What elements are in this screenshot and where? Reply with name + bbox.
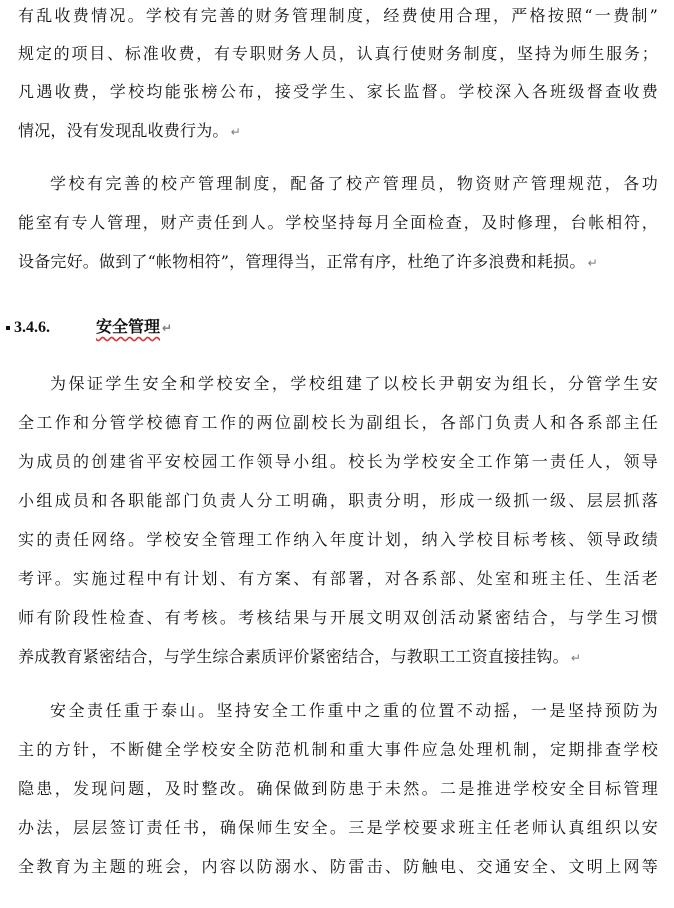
- para2-line-2: 能室有专人管理，财产责任到人。学校坚持每月全面检查，及时修理，台帐相符，: [18, 213, 658, 232]
- para2-line-3: [18, 248, 658, 276]
- section-number: 3.4.6.: [14, 319, 50, 336]
- section-title: 安全管理: [96, 317, 161, 336]
- paragraph-mark: ↵: [570, 651, 582, 665]
- para3-line-8: [18, 643, 658, 671]
- paragraph-mark: ↵: [162, 321, 173, 335]
- paragraph-mark: ↵: [230, 125, 241, 139]
- para1-line-4: [18, 117, 658, 145]
- para4-line-1: 安全责任重于泰山。坚持安全工作重中之重的位置不动摇，一是坚持预防为: [50, 701, 658, 720]
- para1-line-2: 规定的项目、标准收费，有专职财务人员，认真行使财务制度，坚持为师生服务；: [18, 44, 658, 63]
- section-heading: [6, 312, 172, 342]
- para3-line-1: 为保证学生安全和学校安全，学校组建了以校长尹朝安为组长，分管学生安: [50, 374, 658, 393]
- para3-line-7: 师有阶段性检查、有考核。考核结果与开展文明双创活动紧密结合，与学生习惯: [18, 608, 658, 627]
- para1-line-1: 有乱收费情况。学校有完善的财务管理制度，经费使用合理，严格按照“一费制”: [18, 6, 658, 25]
- para3-line-8-text: 养成教育紧密结合，与学生综合素质评价紧密结合，与教职工工资直接挂钩。: [18, 647, 569, 666]
- para3-line-4: 小组成员和各职能部门负责人分工明确，职责分明，形成一级抓一级、层层抓落: [18, 491, 658, 510]
- para3-line-2: 全工作和分管学校德育工作的两位副校长为副组长，各部门负责人和各系部主任: [18, 413, 658, 432]
- para1-line-3: 凡遇收费，学校均能张榜公布，接受学生、家长监督。学校深入各班级督查收费: [18, 82, 658, 101]
- heading-bullet-icon: [6, 326, 10, 330]
- para3-line-6: 考评。实施过程中有计划、有方案、有部署，对各系部、处室和班主任、生活老: [18, 569, 658, 588]
- para3-line-3: 为成员的创建省平安校园工作领导小组。校长为学校安全工作第一责任人，领导: [18, 452, 658, 471]
- para4-line-2: 主的方针，不断健全学校安全防范机制和重大事件应急处理机制，定期排查学校: [18, 740, 658, 759]
- para4-line-5: 全教育为主题的班会，内容以防溺水、防雷击、防触电、交通安全、文明上网等: [18, 857, 658, 876]
- para1-line-4-text: 情况，没有发现乱收费行为。: [18, 121, 229, 140]
- para4-line-4: 办法，层层签订责任书，确保师生安全。三是学校要求班主任老师认真组织以安: [18, 818, 658, 837]
- paragraph-mark: ↵: [587, 256, 598, 270]
- para2-line-1: 学校有完善的校产管理制度，配备了校产管理员，物资财产管理规范，各功: [50, 174, 658, 193]
- para3-line-5: 实的责任网络。学校安全管理工作纳入年度计划，纳入学校目标考核、领导政绩: [18, 530, 658, 549]
- para2-line-3-text: 设备完好。做到了“帐物相符”，管理得当，正常有序，杜绝了许多浪费和耗损。: [18, 252, 586, 271]
- para4-line-3: 隐患，发现问题，及时整改。确保做到防患于未然。二是推进学校安全目标管理: [18, 779, 658, 798]
